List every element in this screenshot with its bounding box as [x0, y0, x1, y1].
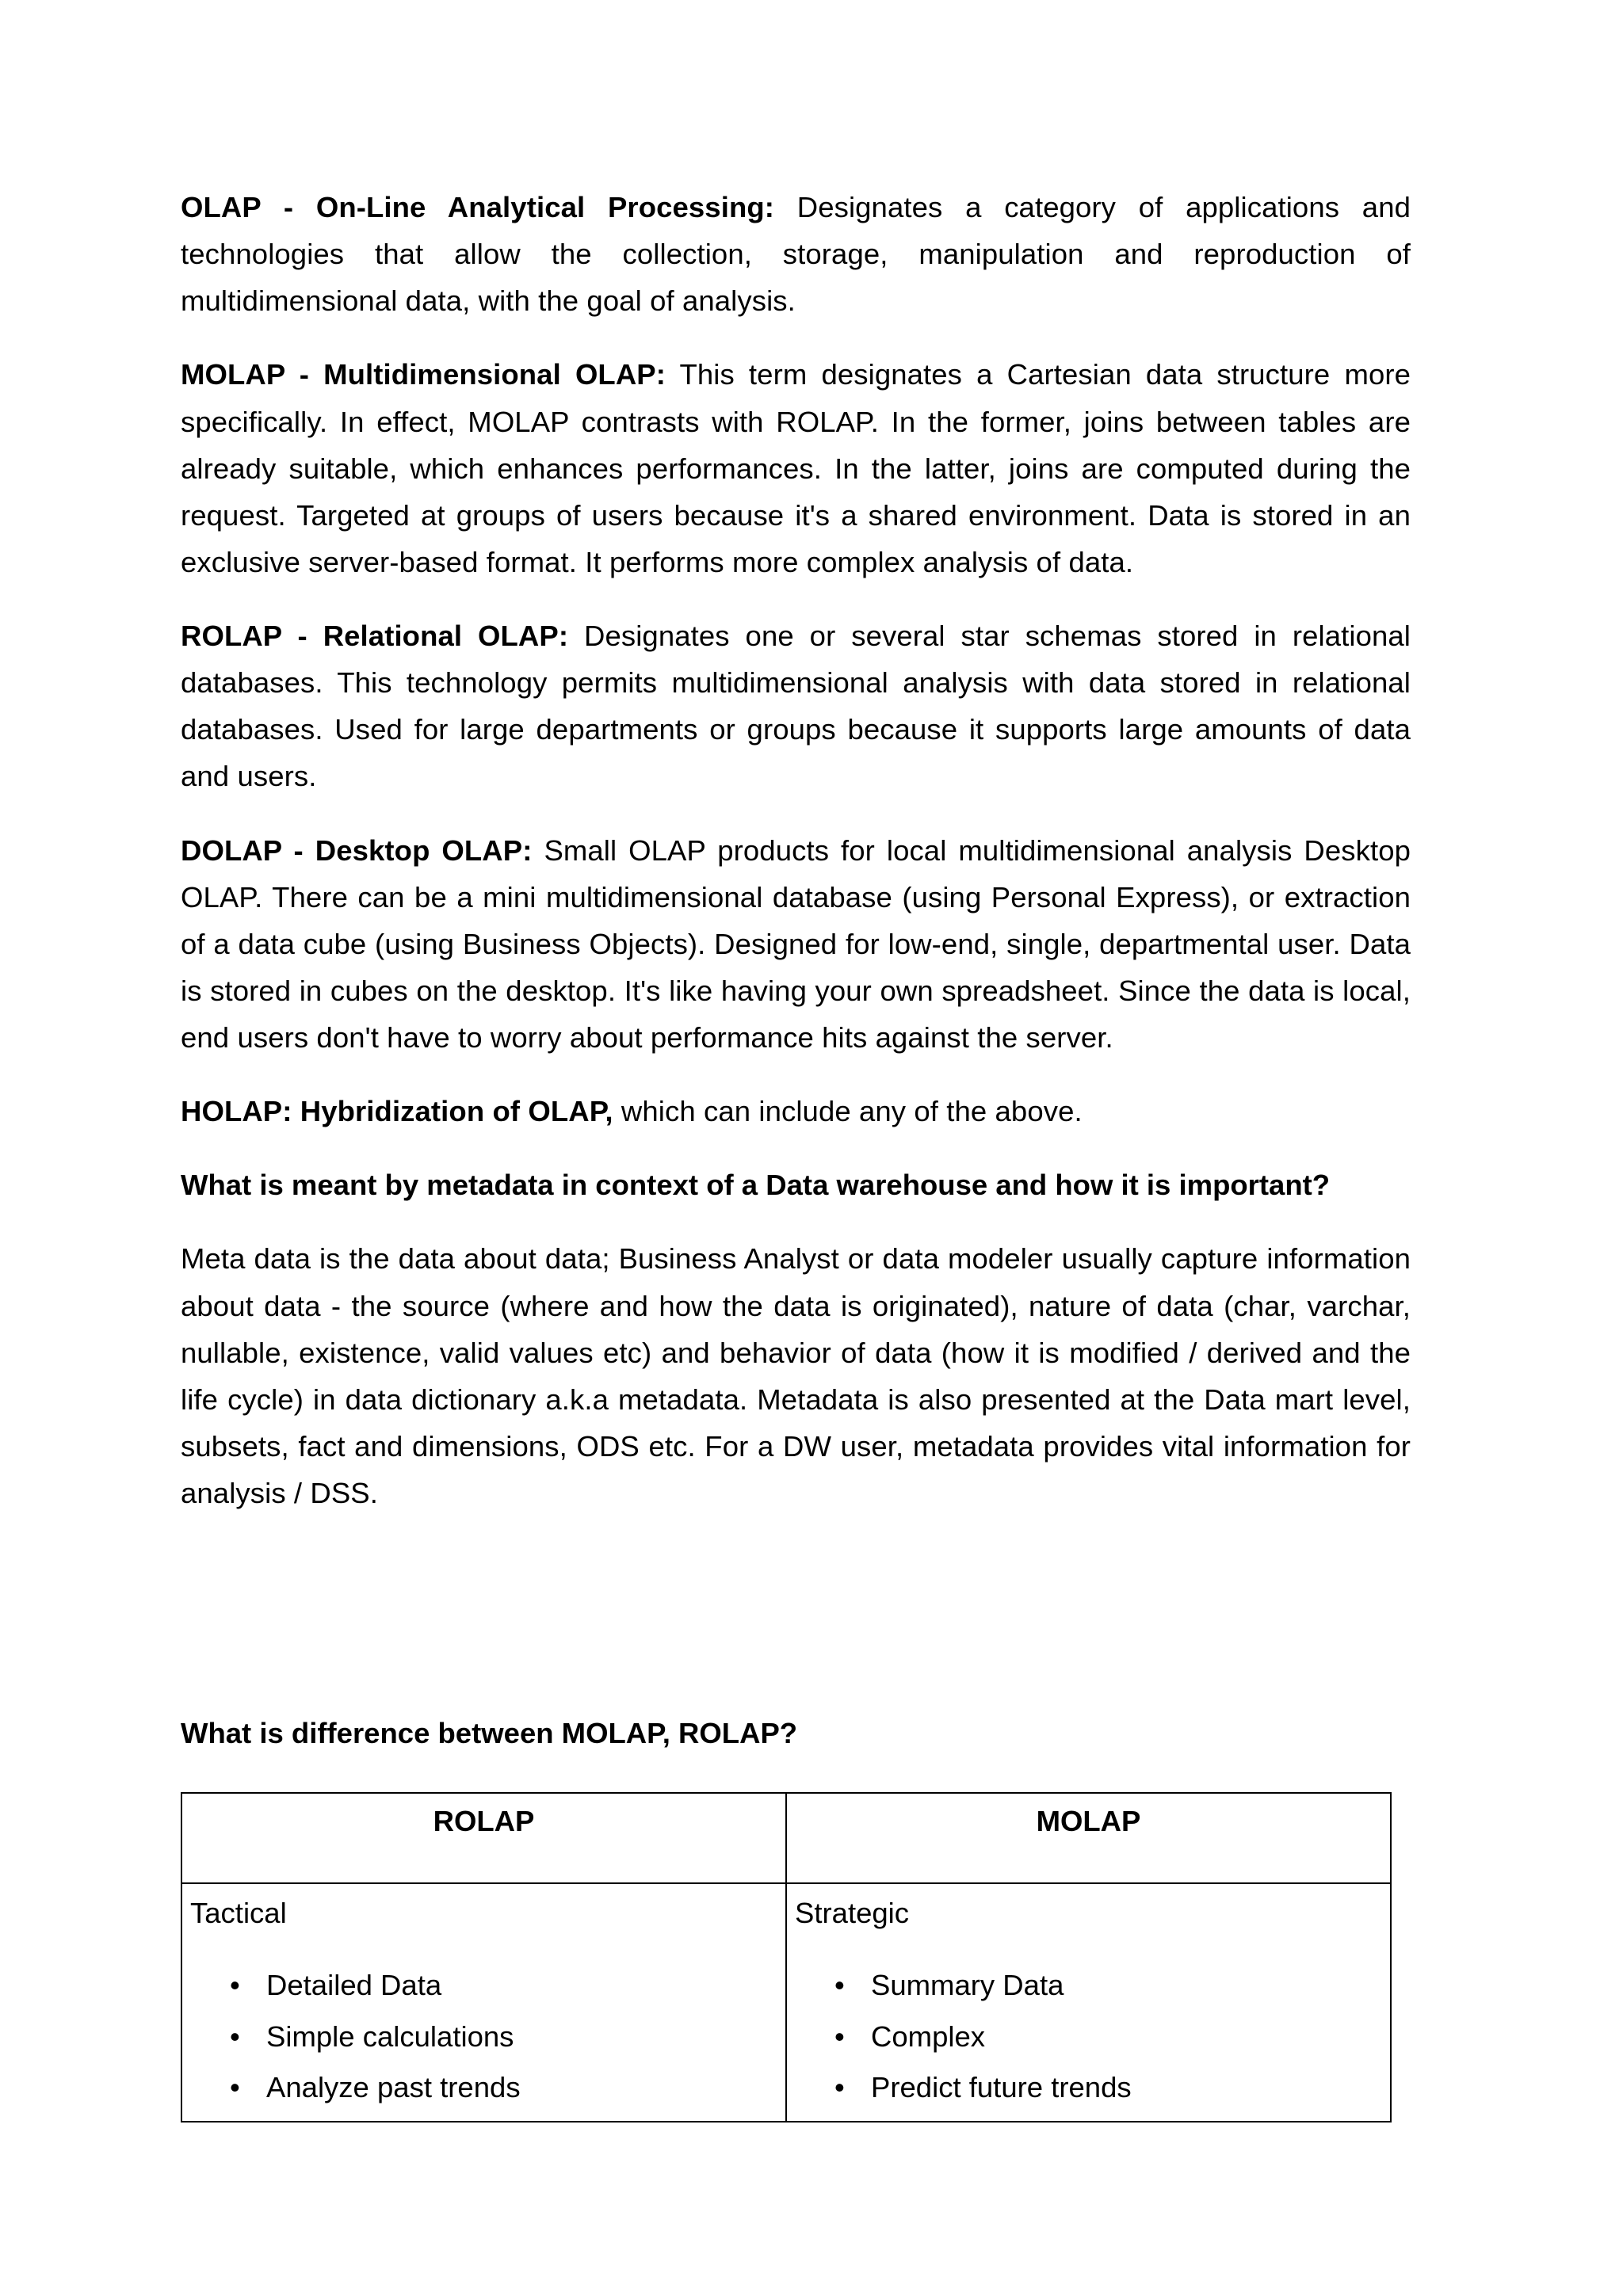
- paragraph-holap: [181, 1088, 1411, 1135]
- bullet-icon: •: [834, 2071, 845, 2104]
- paragraph-olap: [181, 184, 1411, 324]
- list-item-label: Analyze past trends: [266, 2071, 521, 2104]
- bullet-icon: •: [230, 2071, 240, 2104]
- list-item: [230, 1964, 777, 2008]
- metadata-question-heading: What is meant by metadata in context of a Data warehouse and how it is important?: [181, 1169, 1331, 1202]
- table-body: [181, 1883, 1391, 2122]
- table-question-heading: What is difference between MOLAP, ROLAP?: [181, 1717, 798, 1749]
- molap-bullet-list: [795, 1964, 1382, 2110]
- paragraph-molap-body: This term designates a Cartesian data structure more specifically. In effect, MOLAP contrasts with ROLAP. In the former, joins between tables are already suitable, which enhances performances. In the latter, joins are computed during the request. Targeted at groups of users because it's a shared environment. Data is stored in an exclusive server-based format. It performs more complex analysis of data.: [181, 358, 1411, 578]
- paragraph-holap-body: which can include any of the above.: [613, 1095, 1083, 1128]
- paragraph-olap-lead: OLAP - On-Line Analytical Processing:: [181, 191, 774, 223]
- rolap-lead-text: Tactical: [190, 1897, 287, 1929]
- table-header-molap: MOLAP: [786, 1793, 1391, 1883]
- paragraph-dolap-body: Small OLAP products for local multidimensional analysis Desktop OLAP. There can be a mini multidimensional database (using Personal Express), or extraction of a data cube (using Business Objects). Designed for low-end, single, departmental user. Data is stored in cubes on the desktop. It's like having your own spreadsheet. Since the data is local, end users don't have to worry about performance hits against the server.: [181, 833, 1411, 1054]
- table-header-rolap: ROLAP: [181, 1793, 786, 1883]
- bullet-icon: •: [230, 1968, 240, 2001]
- paragraph-rolap-body: Designates one or several star schemas stored in relational databases. This technology permits multidimensional analysis with data stored in relational databases. Used for large departments or groups because it supports large amounts of data and users.: [181, 620, 1411, 793]
- paragraph-dolap: [181, 827, 1411, 1062]
- bullet-icon: •: [834, 1968, 845, 2001]
- list-item-label: Summary Data: [871, 1968, 1064, 2001]
- paragraph-rolap-lead: ROLAP - Relational OLAP:: [181, 620, 569, 652]
- list-item: [230, 2016, 777, 2059]
- document-body: [181, 184, 1411, 1516]
- paragraph-dolap-lead: DOLAP - Desktop OLAP:: [181, 833, 533, 867]
- list-item: [834, 1964, 1382, 2008]
- list-item-label: Predict future trends: [871, 2071, 1132, 2104]
- list-item: [834, 2016, 1382, 2059]
- list-item: [230, 2066, 777, 2110]
- table-row: [181, 1883, 1391, 2122]
- list-item-label: Complex: [871, 2019, 986, 2053]
- table-cell-molap: [786, 1883, 1391, 2122]
- list-item-label: Simple calculations: [266, 2019, 514, 2053]
- metadata-answer-paragraph: Meta data is the data about data; Business Analyst or data modeler usually capture information about data - the source (where and how the data is originated), nature of data (char, varchar, nullable, existence, valid values etc) and behavior of data (how it is modified / derived and the life cycle) in data dictionary a.k.a metadata. Metadata is also presented at the Data mart level, subsets, fact and dimensions, ODS etc. For a DW user, metadata provides vital information for analysis / DSS.: [181, 1242, 1411, 1509]
- molap-rolap-comparison-table: [181, 1792, 1392, 2122]
- molap-lead-text: Strategic: [795, 1897, 910, 1929]
- paragraph-rolap: [181, 612, 1411, 800]
- list-item-label: Detailed Data: [266, 1968, 442, 2001]
- table-header-row: [181, 1793, 1391, 1883]
- paragraph-molap: [181, 351, 1411, 585]
- paragraph-molap-lead: MOLAP - Multidimensional OLAP:: [181, 358, 666, 391]
- bullet-icon: •: [230, 2019, 240, 2053]
- table-cell-rolap: [181, 1883, 786, 2122]
- list-item: [834, 2066, 1382, 2110]
- table-question-wrap: [181, 1710, 1417, 1756]
- paragraph-olap-body: Designates a category of applications and technologies that allow the collection, storage, manipulation and reproduction of multidimensional data, with the goal of analysis.: [181, 191, 1411, 318]
- paragraph-holap-lead: HOLAP: Hybridization of OLAP,: [181, 1095, 613, 1128]
- bullet-icon: •: [834, 2019, 845, 2053]
- rolap-bullet-list: [190, 1964, 777, 2110]
- table-head: [181, 1793, 1391, 1883]
